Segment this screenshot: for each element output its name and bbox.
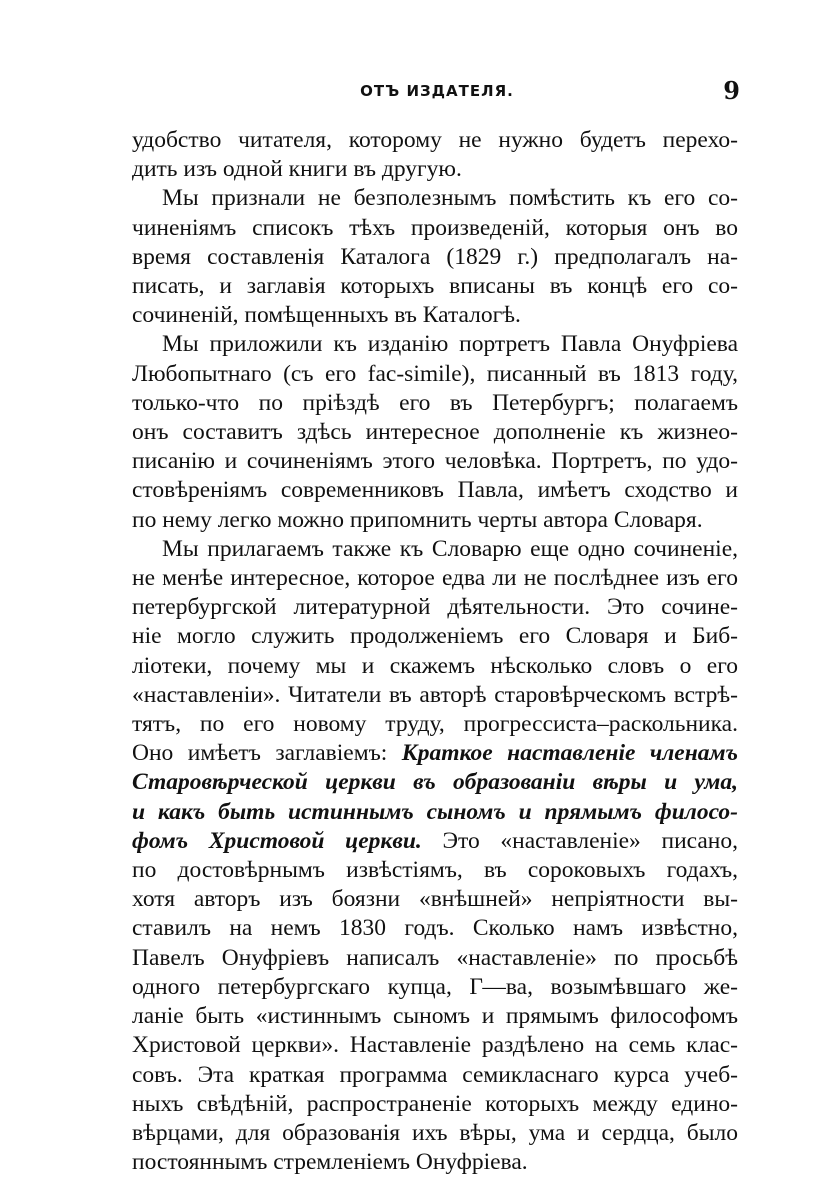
text-line: Мы приложили къ изданію портретъ Павла Онуфріева: [162, 331, 738, 358]
work-title: Старовѣрческой церкви въ образованіи вѣры и ума,: [132, 769, 738, 796]
paragraph-1: [132, 126, 738, 184]
text-line: ставилъ на немъ 1830 годъ. Сколько намъ извѣстно,: [132, 915, 738, 942]
page-header: [132, 76, 742, 112]
text-line: Павелъ Онуфріевъ написалъ «наставленіе» по просьбѣ: [132, 944, 738, 971]
work-title: и какъ быть истиннымъ сыномъ и прямымъ филосо-: [132, 798, 738, 825]
running-title: ОТЪ ИЗДАТЕЛЯ.: [360, 82, 514, 100]
text-line: [132, 827, 738, 856]
text-line: чиненіямъ списокъ тѣхъ произведеній, которыя онъ во: [132, 214, 738, 241]
text-line: не менѣе интересное, которое едва ли не послѣднее изъ его: [132, 565, 738, 592]
work-title: фомъ Христовой церкви.: [132, 827, 422, 854]
text-line: одного петербургскаго купца, Г—ва, возымѣвшаго же-: [132, 973, 738, 1000]
text-line: Мы признали не безполезнымъ помѣстить къ его со-: [162, 185, 738, 212]
title-suffix: Это «наставленіе» писано,: [421, 827, 738, 854]
text-line: постояннымъ стремленіемъ Онуфріева.: [132, 1149, 528, 1176]
text-line: по достовѣрнымъ извѣстіямъ, въ сороковыхъ годахъ,: [132, 857, 738, 884]
work-title: Краткое наставленіе членамъ: [401, 740, 738, 767]
text-line: удобство читателя, которому не нужно будетъ перехо-: [132, 127, 738, 153]
text-line: Мы прилагаемъ также къ Словарю еще одно сочиненіе,: [162, 535, 738, 562]
text-line: онъ составитъ здѣсь интересное дополненіе къ жизнео-: [132, 419, 738, 446]
text-line: писанію и сочиненіямъ этого человѣка. Портретъ, по удо-: [132, 448, 738, 475]
text-line: ліотеки, почему мы и скажемъ нѣсколько словъ о его: [132, 652, 738, 679]
text-line: вѣрцами, для образованія ихъ вѣры, ума и сердца, было: [132, 1119, 738, 1146]
text-line: [132, 739, 738, 768]
text-line: стовѣреніямъ современниковъ Павла, имѣетъ сходство и: [132, 477, 738, 504]
text-line: [132, 798, 738, 827]
text-line: [132, 768, 738, 797]
text-line: Христовой церкви». Наставленіе раздѣлено на семь клас-: [132, 1032, 738, 1059]
text-line: время составленія Каталога (1829 г.) предполагалъ на-: [132, 243, 738, 270]
text-line: тятъ, по его новому труду, прогрессиста–раскольника.: [132, 711, 738, 738]
title-prefix: Оно имѣетъ заглавіемъ:: [132, 740, 402, 767]
text-line: хотя авторъ изъ боязни «внѣшней» непріятности вы-: [132, 886, 738, 913]
text-line: Любопытнаго (съ его fac-simile), писанный въ 1813 году,: [132, 360, 738, 387]
text-line: «наставленіи». Читатели въ авторѣ старовѣрческомъ встрѣ-: [132, 681, 738, 708]
text-line: ланіе быть «истиннымъ сыномъ и прямымъ философомъ: [132, 1003, 738, 1030]
text-line: дить изъ одной книги въ другую.: [132, 156, 462, 183]
paragraph-2: [132, 184, 738, 330]
text-line: ніе могло служить продолженіемъ его Словаря и Биб-: [132, 623, 738, 650]
paragraph-4: [132, 535, 738, 1177]
text-line: по нему легко можно припомнить черты автора Словаря.: [132, 506, 703, 533]
text-line: только-что по пріѣздѣ его въ Петербургъ; полагаемъ: [132, 389, 738, 416]
text-line: совъ. Эта краткая программа семикласнаго курса учеб-: [132, 1061, 738, 1088]
text-line: ныхъ свѣдѣній, распространеніе которыхъ между едино-: [132, 1090, 738, 1117]
text-line: петербургской литературной дѣятельности. Это сочине-: [132, 594, 738, 621]
paragraph-3: [132, 330, 738, 534]
text-line: сочиненій, помѣщенныхъ въ Каталогѣ.: [132, 302, 521, 329]
body-text: [132, 126, 738, 1177]
page-number: 9: [723, 76, 740, 105]
text-line: писать, и заглавія которыхъ вписаны въ концѣ его со-: [132, 273, 738, 300]
